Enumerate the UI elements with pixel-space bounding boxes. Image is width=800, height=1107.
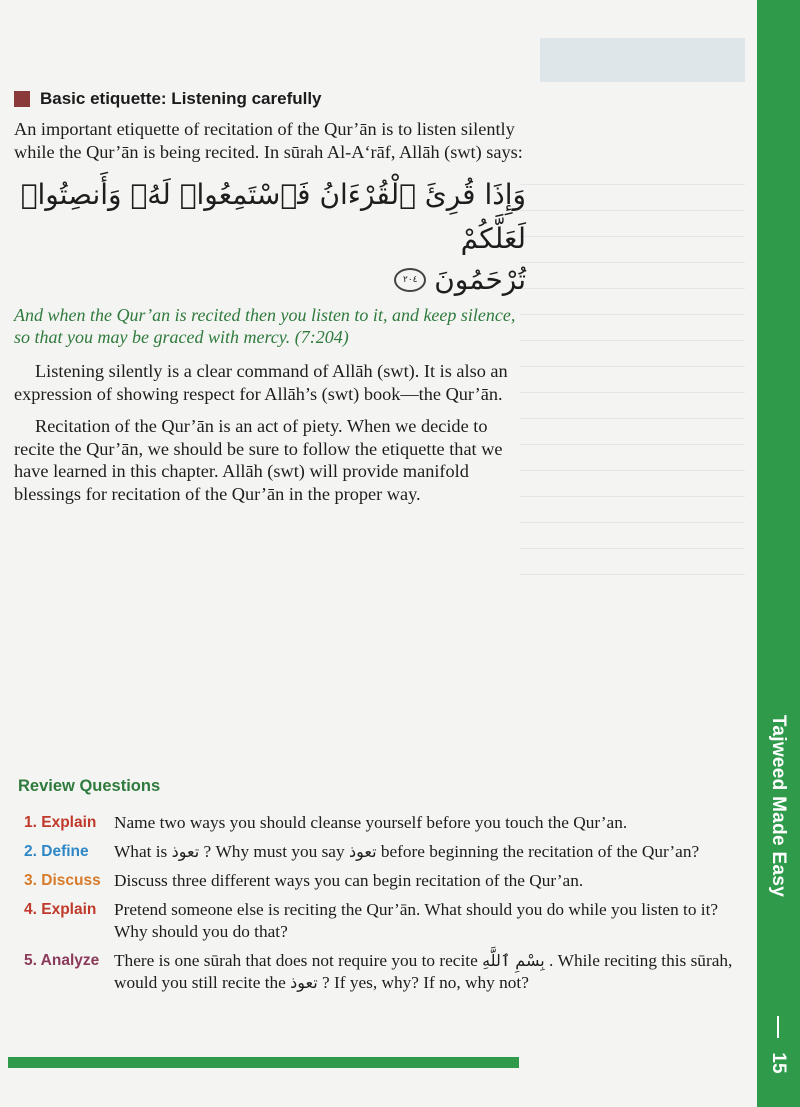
paragraph-listening: Listening silently is a clear command of Allāh (swt). It is also an expression of showing respect for Allāh’s (swt) book—the Qur’ān. xyxy=(14,361,508,404)
question-label: 1. Explain xyxy=(24,814,97,831)
book-title: Tajweed Made Easy xyxy=(768,714,789,898)
question-label: 5. Analyze xyxy=(24,952,100,969)
bleedthrough-tab xyxy=(540,38,745,82)
question-text: Name two ways you should cleanse yourself before you touch the Qur’an. xyxy=(114,813,628,832)
question-text: What is تعوذ ? Why must you say تعوذ before beginning the recitation of the Qur’an? xyxy=(114,842,700,861)
question-3 xyxy=(18,870,744,892)
arabic-verse-line-1: وَإِذَا قُرِئَ ٱلْقُرْءَانُ فَٱسْتَمِعُوا۟ لَهُۥ وَأَنصِتُوا۟ لَعَلَّكُمْ xyxy=(20,178,526,255)
arabic-word: بِسْمِ ٱللَّهِ xyxy=(482,951,545,970)
verse-translation: And when the Qur’an is recited then you listen to it, and keep silence, so that you may be graced with mercy. (7:204) xyxy=(14,305,516,347)
bottom-green-rule xyxy=(8,1057,519,1068)
main-content xyxy=(14,86,744,515)
question-text: Discuss three different ways you can begin recitation of the Qur’an. xyxy=(114,871,584,890)
review-title: Review Questions xyxy=(18,777,161,795)
question-1 xyxy=(18,812,744,834)
review-questions xyxy=(18,777,748,1001)
side-band xyxy=(757,0,800,1107)
arabic-word: تعوذ xyxy=(290,973,318,992)
verse-number-marker: ٢٠٤ xyxy=(394,268,426,292)
question-label: 4. Explain xyxy=(24,901,97,918)
intro-paragraph: An important etiquette of recitation of the Qur’ān is to listen silently while the Qur’ān is being recited. In sūrah Al-A‘rāf, Allāh (swt) says: xyxy=(14,119,523,162)
question-label: 2. Define xyxy=(24,843,89,860)
question-2 xyxy=(18,841,744,863)
question-label: 3. Discuss xyxy=(24,872,101,889)
arabic-verse-ending: تُرْحَمُونَ xyxy=(434,263,526,296)
arabic-verse-line-2 xyxy=(14,263,526,296)
question-text: There is one sūrah that does not require you to recite بِسْمِ ٱللَّهِ . While reciting this sūrah, would you still recite the تعوذ ? If yes, why? If no, why not? xyxy=(114,951,733,992)
side-separator xyxy=(777,1016,779,1038)
section-title: Basic etiquette: Listening carefully xyxy=(40,89,322,108)
paragraph-recitation: Recitation of the Qur’ān is an act of piety. When we decide to recite the Qur’ān, we should be sure to follow the etiquette that we have learned in this chapter. Allāh (swt) will provide manifold blessings for recitation of the Qur’ān in the proper way. xyxy=(14,416,503,504)
page-number: 15 xyxy=(768,1052,789,1074)
arabic-word: تعوذ xyxy=(348,842,377,861)
section-heading xyxy=(14,86,744,112)
heading-square-icon xyxy=(14,91,30,107)
question-text: Pretend someone else is reciting the Qur’ān. What should you do while you listen to it? Why should you do that? xyxy=(114,900,719,941)
question-5 xyxy=(18,950,744,994)
question-4 xyxy=(18,899,744,943)
arabic-word: تعوذ xyxy=(171,842,200,861)
